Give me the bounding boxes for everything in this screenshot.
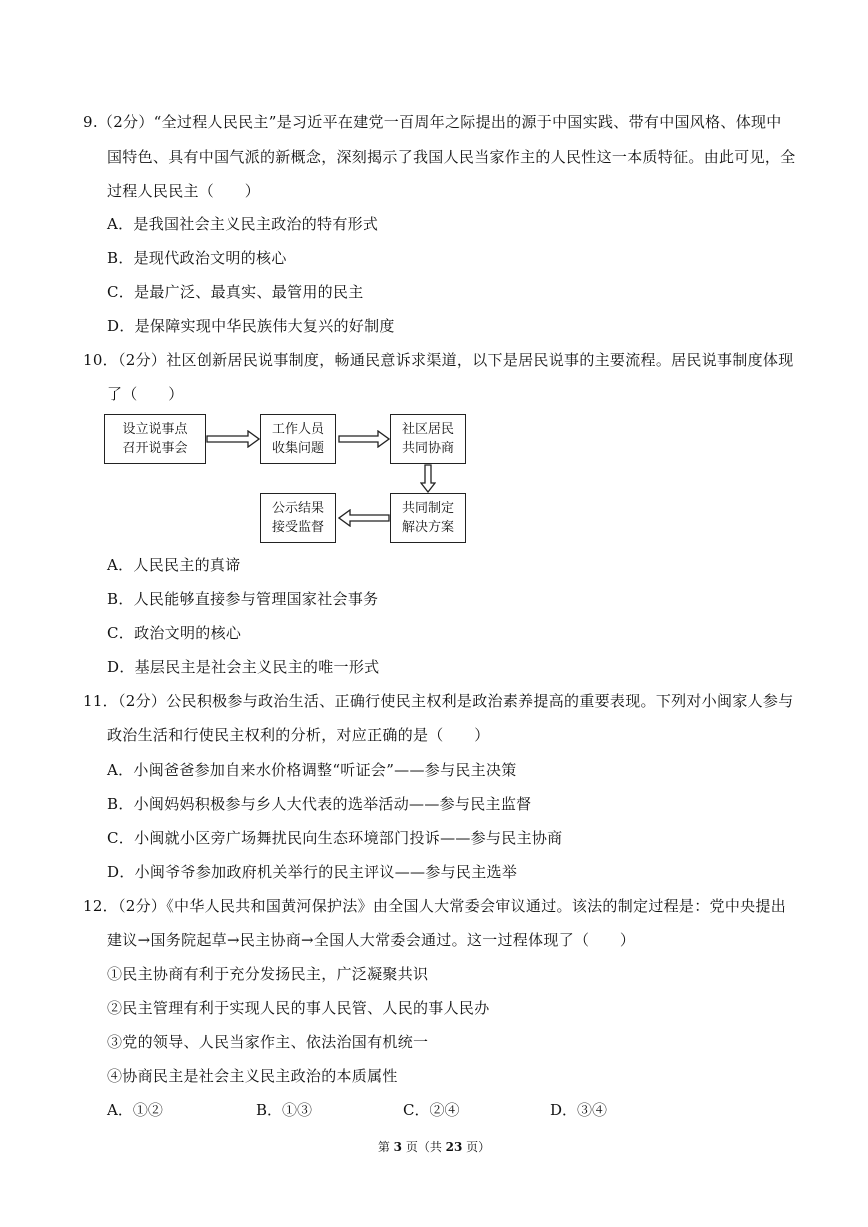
flow-step-3-line-2: 共同协商 (401, 441, 454, 456)
footer-middle: 页（共 (402, 1140, 446, 1154)
question-12-statement-4: ④协商民主是社会主义民主政治的本质属性 (107, 1067, 398, 1085)
question-12-statement-3: ③党的领导、人民当家作主、依法治国有机统一 (107, 1033, 429, 1051)
right-arrow-icon (206, 430, 260, 448)
footer-suffix: 页） (462, 1140, 491, 1154)
flow-step-5 (260, 493, 336, 543)
flow-step-2-line-2: 收集问题 (271, 441, 324, 456)
flow-step-2-line-1: 工作人员 (271, 422, 324, 437)
question-9-option-d[interactable]: D．是保障实现中华民族伟大复兴的好制度 (107, 317, 395, 335)
flow-step-4 (390, 493, 466, 543)
question-10-option-c[interactable]: C．政治文明的核心 (107, 624, 242, 642)
question-9-option-a[interactable]: A．是我国社会主义民主政治的特有形式 (107, 215, 379, 233)
question-10-option-d[interactable]: D．基层民主是社会主义民主的唯一形式 (107, 658, 380, 676)
question-11-option-c[interactable]: C．小闽就小区旁广场舞扰民向生态环境部门投诉——参与民主协商 (107, 829, 563, 847)
question-11-stem-line-1: 11．（2分）公民积极参与政治生活、正确行使民主权利是政治素养提高的重要表现。下列对小闽家人参与 (83, 692, 794, 710)
flow-step-5-line-1: 公示结果 (271, 501, 324, 516)
question-11-stem-line-2: 政治生活和行使民主权利的分析，对应正确的是（ ） (107, 726, 490, 744)
footer-page-number: 3 (393, 1140, 402, 1154)
question-10-stem-line-1: 10．（2分）社区创新居民说事制度，畅通民意诉求渠道，以下是居民说事的主要流程。居民说事制度体现 (83, 351, 794, 369)
question-10-option-b[interactable]: B．人民能够直接参与管理国家社会事务 (107, 590, 379, 608)
question-11-option-b[interactable]: B．小闽妈妈积极参与乡人大代表的选举活动——参与民主监督 (107, 795, 532, 813)
flow-step-1 (104, 414, 206, 464)
footer-prefix: 第 (377, 1140, 394, 1154)
flow-step-1-line-1: 设立说事点 (122, 422, 188, 437)
question-12-statement-1: ①民主协商有利于充分发扬民主，广泛凝聚共识 (107, 965, 429, 983)
flow-step-1-line-2: 召开说事会 (122, 441, 188, 456)
question-10-stem-line-2: 了（ ） (107, 385, 184, 403)
question-12-option-d[interactable]: D．③④ (550, 1101, 608, 1119)
question-12-option-b[interactable]: B．①③ (256, 1101, 313, 1119)
question-12-stem-line-1: 12．（2分）《中华人民共和国黄河保护法》由全国人大常委会审议通过。该法的制定过程是：党中央提出 (83, 897, 787, 915)
question-12-stem-line-2: 建议→国务院起草→民主协商→全国人大常委会通过。这一过程体现了（ ） (107, 931, 636, 949)
flow-step-3 (390, 414, 466, 464)
flow-step-4-line-2: 解决方案 (401, 520, 454, 535)
question-9-option-c[interactable]: C．是最广泛、最真实、最管用的民主 (107, 283, 364, 301)
footer-total-pages: 23 (445, 1140, 463, 1154)
page-footer (0, 1138, 868, 1156)
question-9-stem-line-2: 国特色、具有中国气派的新概念，深刻揭示了我国人民当家作主的人民性这一本质特征。由此可见，全 (107, 148, 796, 166)
down-arrow-icon (420, 464, 436, 493)
question-11-option-d[interactable]: D．小闽爷爷参加政府机关举行的民主评议——参与民主选举 (107, 863, 518, 881)
question-12-option-c[interactable]: C．②④ (403, 1101, 460, 1119)
question-12-option-a[interactable]: A．①② (107, 1101, 163, 1119)
question-9-stem-line-1: 9.（2分）“全过程人民民主”是习近平在建党一百周年之际提出的源于中国实践、带有中国风格、体现中 (83, 113, 782, 131)
left-arrow-icon (338, 509, 390, 527)
question-10-option-a[interactable]: A．人民民主的真谛 (107, 556, 241, 574)
flow-step-4-line-1: 共同制定 (401, 501, 454, 516)
question-12-statement-2: ②民主管理有利于实现人民的事人民管、人民的事人民办 (107, 999, 490, 1017)
flow-step-3-line-1: 社区居民 (401, 422, 454, 437)
flow-step-2 (260, 414, 336, 464)
flow-step-5-line-2: 接受监督 (271, 520, 324, 535)
question-9-stem-line-3: 过程人民民主（ ） (107, 182, 261, 200)
question-11-option-a[interactable]: A．小闽爸爸参加自来水价格调整“听证会”——参与民主决策 (107, 761, 517, 779)
question-9-option-b[interactable]: B．是现代政治文明的核心 (107, 249, 287, 267)
right-arrow-icon (338, 430, 390, 448)
